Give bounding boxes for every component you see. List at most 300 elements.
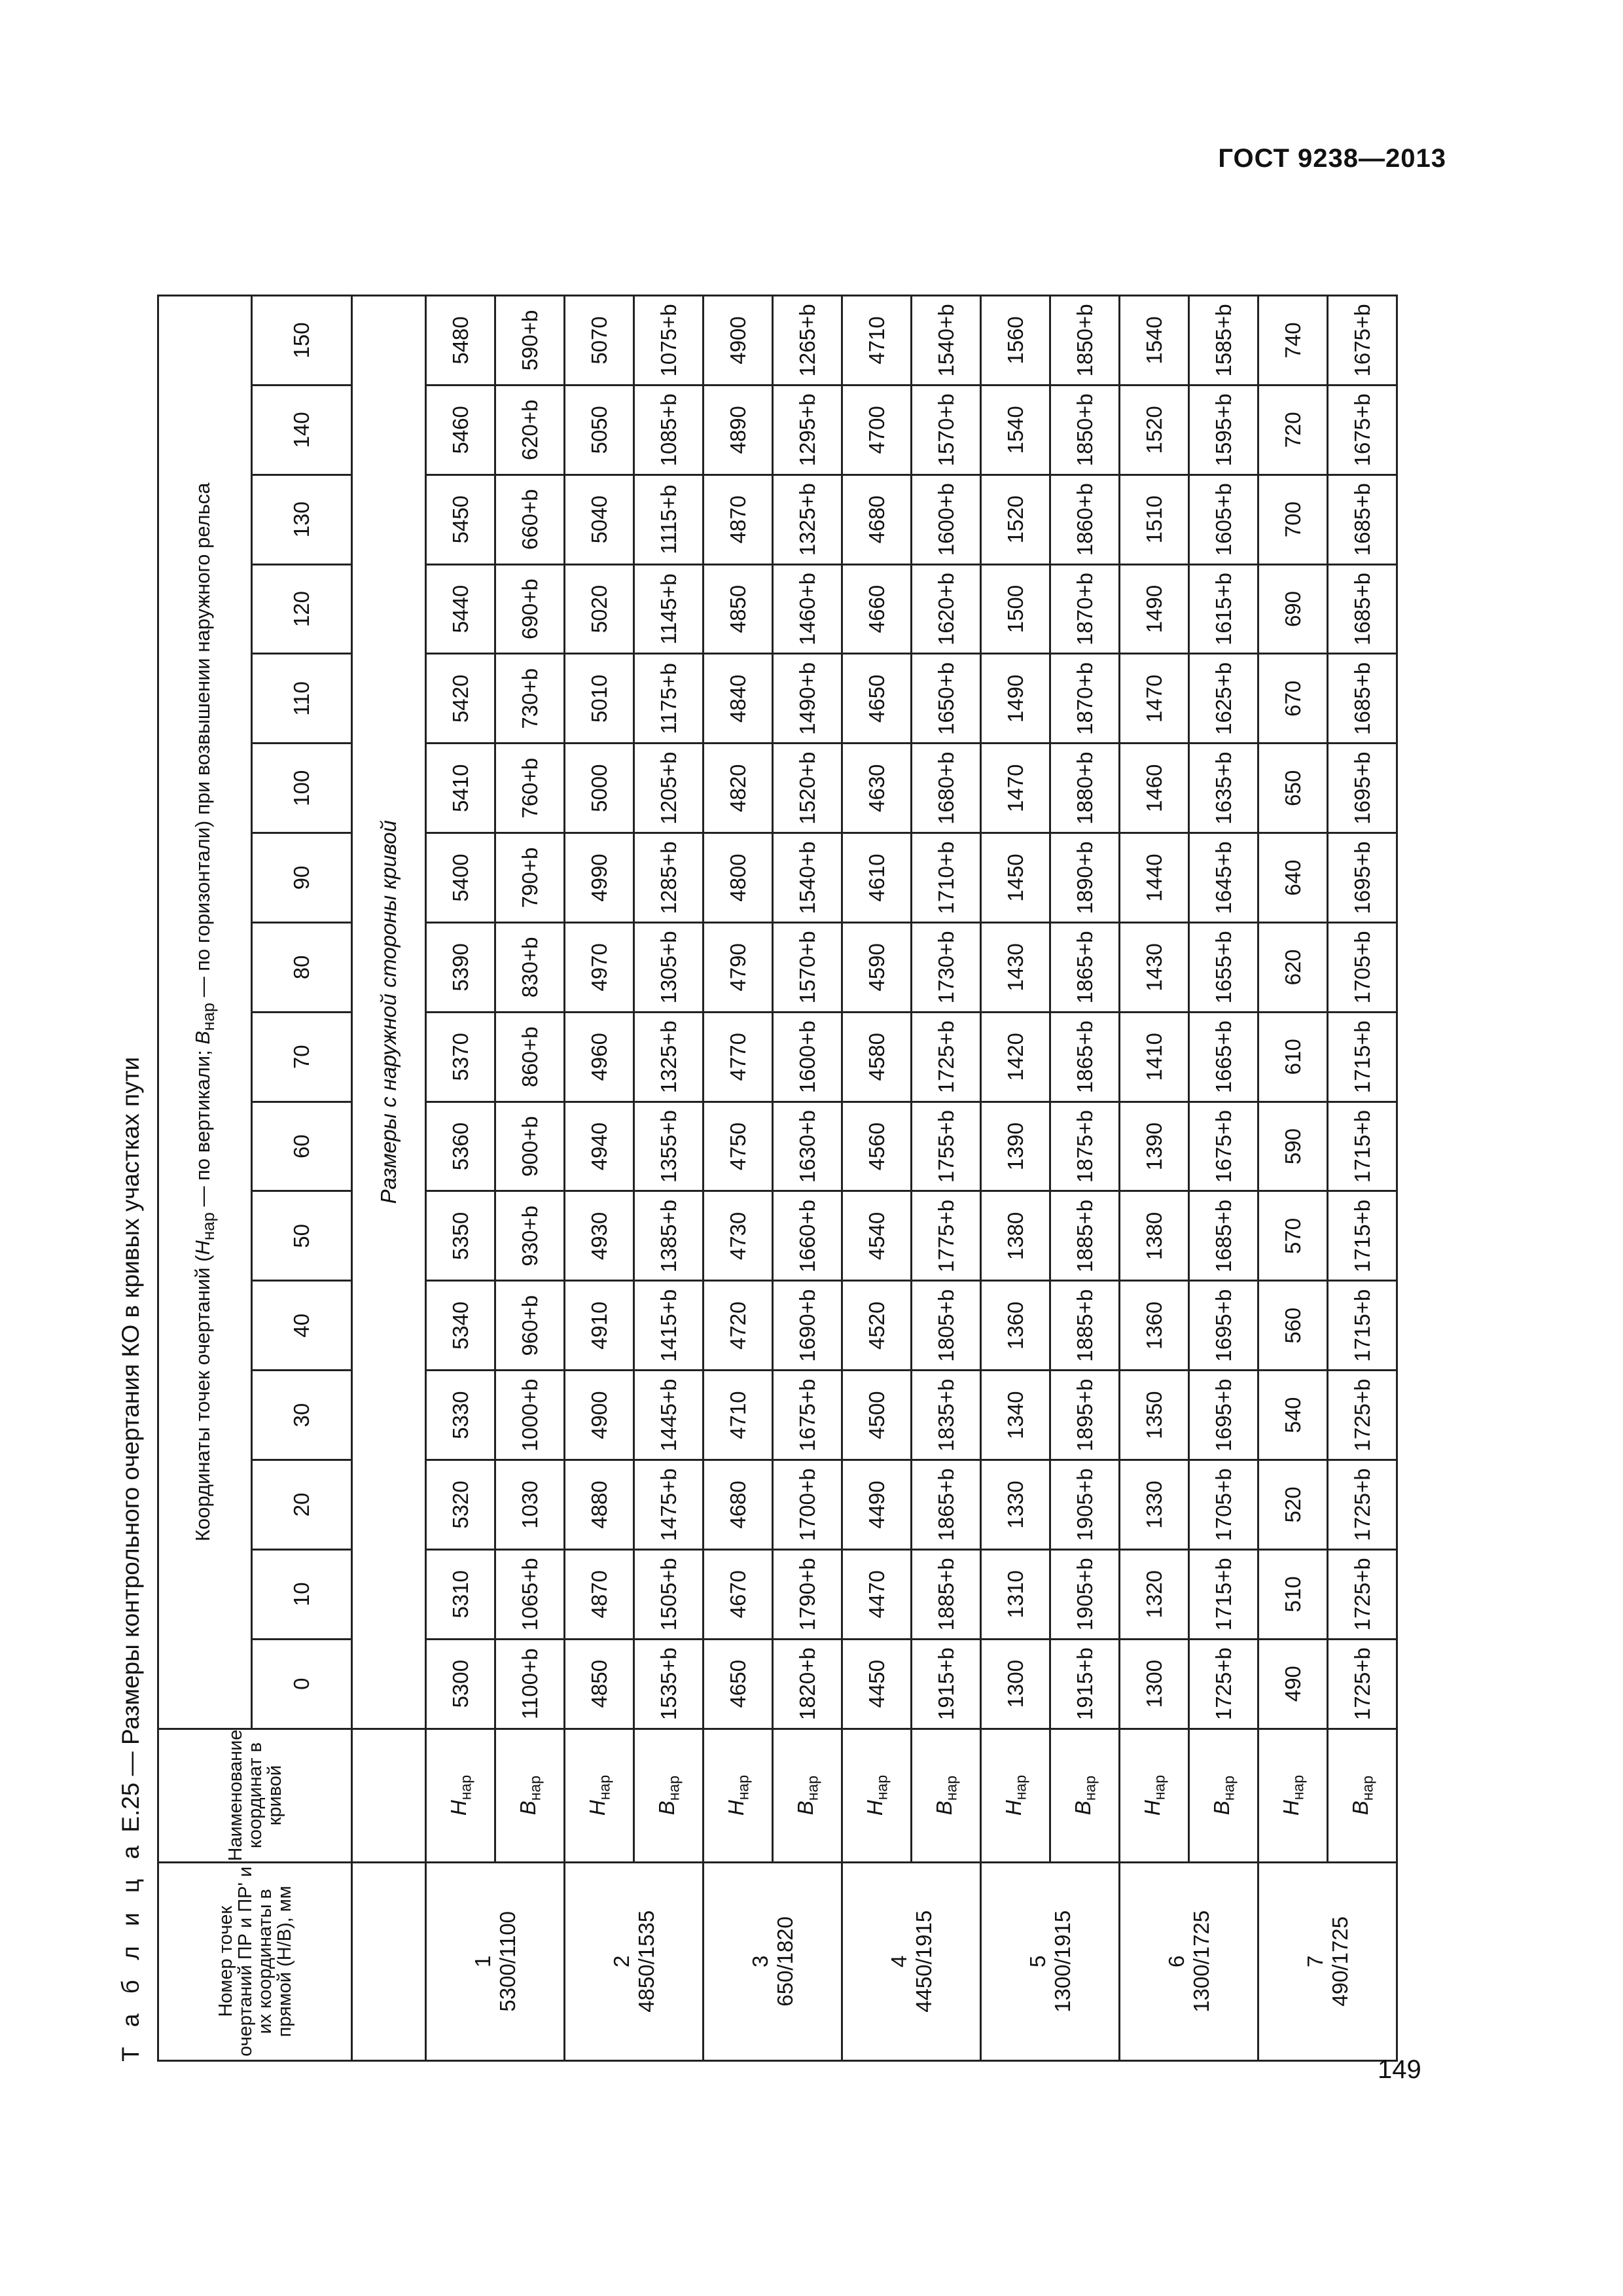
table-cell: 790+b: [495, 833, 565, 923]
table-row: [704, 296, 773, 2061]
table-cell: 1725+b: [1189, 1639, 1258, 1729]
table-cell: 1730+b: [912, 922, 981, 1012]
table-row: [1258, 296, 1328, 2061]
coord-subscript: нар: [942, 1775, 960, 1801]
table-cell: 1430: [981, 922, 1050, 1012]
table-cell: 5000: [565, 744, 634, 833]
table-cell: 4650: [704, 1639, 773, 1729]
table-cell: 4520: [842, 1281, 912, 1371]
table-cell: 1510: [1120, 475, 1189, 564]
table-cell: 1085+b: [634, 385, 704, 475]
table-cell: 1100+b: [495, 1639, 565, 1729]
elevation-header-cell: 100: [252, 744, 352, 833]
coord-subscript: нар: [1359, 1775, 1376, 1801]
table-cell: 1475+b: [634, 1460, 704, 1550]
table-cell: 4840: [704, 654, 773, 744]
coord-subscript: нар: [1150, 1775, 1168, 1801]
coord-subscript: нар: [665, 1775, 683, 1801]
table-cell: 1625+b: [1189, 654, 1258, 744]
table-cell: 540: [1258, 1371, 1328, 1460]
table-cell: 640: [1258, 833, 1328, 923]
table-cell: 1360: [1120, 1281, 1189, 1371]
table-cell: 4770: [704, 1012, 773, 1102]
table-cell: 5420: [426, 654, 495, 744]
table-cell: 5050: [565, 385, 634, 475]
table-cell: 1490: [1120, 564, 1189, 654]
table-row: [1050, 296, 1120, 2061]
table-cell: 1595+b: [1189, 385, 1258, 475]
table-cell: 1715+b: [1189, 1549, 1258, 1639]
coordinate-name-header: Наименование координат в кривой: [158, 1729, 352, 1862]
table-cell: 1905+b: [1050, 1549, 1120, 1639]
table-cell: 4610: [842, 833, 912, 923]
table-cell: 960+b: [495, 1281, 565, 1371]
table-cell: 860+b: [495, 1012, 565, 1102]
table-cell: 1675+b: [1189, 1102, 1258, 1191]
table-row: [773, 296, 842, 2061]
table-cell: 1725+b: [1328, 1460, 1397, 1550]
table-cell: 4890: [704, 385, 773, 475]
table-cell: 4930: [565, 1191, 634, 1281]
table-cell: 1470: [981, 744, 1050, 833]
table-cell: 1385+b: [634, 1191, 704, 1281]
point-coordinates: 490/1725: [1327, 1916, 1352, 2007]
table-cell: 4710: [842, 296, 912, 386]
table-cell: 1725+b: [1328, 1371, 1397, 1460]
table-cell: 1500: [981, 564, 1050, 654]
coord-name-h: [981, 1729, 1050, 1862]
table-cell: 5360: [426, 1102, 495, 1191]
coords-header-b-sub: нар: [200, 1003, 219, 1031]
table-cell: 1675+b: [1328, 385, 1397, 475]
table-cell: 1470: [1120, 654, 1189, 744]
table-cell: 4500: [842, 1371, 912, 1460]
coord-name-b: [1328, 1729, 1397, 1862]
table-cell: 4800: [704, 833, 773, 923]
table-cell: 4880: [565, 1460, 634, 1550]
table-cell: 1655+b: [1189, 922, 1258, 1012]
caption-prefix: Т а б л и ц а: [117, 1839, 144, 2062]
table-cell: 900+b: [495, 1102, 565, 1191]
table-cell: 4540: [842, 1191, 912, 1281]
table-cell: 4700: [842, 385, 912, 475]
coord-subscript: нар: [1289, 1775, 1307, 1801]
table-cell: 4820: [704, 744, 773, 833]
table-cell: 1915+b: [912, 1639, 981, 1729]
table-cell: 5020: [565, 564, 634, 654]
table-cell: 4560: [842, 1102, 912, 1191]
point-coordinates: 4850/1535: [633, 1910, 658, 2013]
table-cell: 730+b: [495, 654, 565, 744]
table-cell: 4970: [565, 922, 634, 1012]
table-cell: 4990: [565, 833, 634, 923]
coord-subscript: нар: [526, 1775, 544, 1801]
table-cell: 610: [1258, 1012, 1328, 1102]
coord-letter: B: [931, 1801, 956, 1816]
point-coordinates: 1300/1915: [1050, 1910, 1075, 2013]
table-cell: 4900: [704, 296, 773, 386]
table-cell: 1775+b: [912, 1191, 981, 1281]
table-cell: 4710: [704, 1371, 773, 1460]
table-row: [981, 296, 1050, 2061]
coord-name-h: [426, 1729, 495, 1862]
coord-letter: H: [446, 1800, 471, 1816]
table-cell: 5390: [426, 922, 495, 1012]
point-number: 7: [1302, 1955, 1327, 1967]
table-cell: 1440: [1120, 833, 1189, 923]
table-cell: 1695+b: [1189, 1371, 1258, 1460]
point-cell: [842, 1862, 981, 2060]
table-cell: 4680: [842, 475, 912, 564]
table-cell: 1895+b: [1050, 1371, 1120, 1460]
table-cell: 930+b: [495, 1191, 565, 1281]
coord-letter: B: [1209, 1801, 1234, 1816]
point-number: 3: [747, 1955, 772, 1967]
point-number: 5: [1025, 1955, 1050, 1967]
table-cell: 1295+b: [773, 385, 842, 475]
table-cell: 1430: [1120, 922, 1189, 1012]
table-cell: 4940: [565, 1102, 634, 1191]
table-cell: 1600+b: [912, 475, 981, 564]
coord-letter: H: [1139, 1800, 1164, 1816]
point-cell: [565, 1862, 704, 2060]
elevation-header-cell: 0: [252, 1639, 352, 1729]
table-cell: 1420: [981, 1012, 1050, 1102]
table-body: [158, 296, 1397, 2061]
elevation-header-cell: 80: [252, 922, 352, 1012]
coord-letter: H: [1278, 1800, 1303, 1816]
document-code: ГОСТ 9238—2013: [1218, 144, 1446, 173]
table-cell: 1415+b: [634, 1281, 704, 1371]
table-cell: 1075+b: [634, 296, 704, 386]
table-cell: 1755+b: [912, 1102, 981, 1191]
coord-letter: B: [1347, 1801, 1372, 1816]
table-cell: 1820+b: [773, 1639, 842, 1729]
elevation-header-cell: 40: [252, 1281, 352, 1371]
table-cell: 1340: [981, 1371, 1050, 1460]
table-cell: 4630: [842, 744, 912, 833]
coord-letter: H: [1001, 1800, 1026, 1816]
coord-name-b: [634, 1729, 704, 1862]
section-title: Размеры с наружной стороны кривой: [352, 296, 426, 1729]
table-cell: 5340: [426, 1281, 495, 1371]
table-cell: 1460: [1120, 744, 1189, 833]
table-cell: 1705+b: [1328, 922, 1397, 1012]
table-row: [565, 296, 634, 2061]
elevation-header-cell: 140: [252, 385, 352, 475]
table-cell: 4870: [565, 1549, 634, 1639]
table-cell: 1115+b: [634, 475, 704, 564]
table-cell: 1695+b: [1328, 744, 1397, 833]
table-cell: 1330: [1120, 1460, 1189, 1550]
table-cell: 1700+b: [773, 1460, 842, 1550]
table-cell: 4670: [704, 1549, 773, 1639]
elevation-header-cell: 70: [252, 1012, 352, 1102]
table-cell: 5450: [426, 475, 495, 564]
coord-letter: B: [654, 1801, 679, 1816]
table-cell: 1540+b: [773, 833, 842, 923]
table-cell: 760+b: [495, 744, 565, 833]
table-cell: 5320: [426, 1460, 495, 1550]
point-cell: [1120, 1862, 1258, 2060]
coord-subscript: нар: [804, 1775, 821, 1801]
table-cell: 1310: [981, 1549, 1050, 1639]
table-cell: 1325+b: [634, 1012, 704, 1102]
table-cell: 1870+b: [1050, 654, 1120, 744]
table-cell: 5370: [426, 1012, 495, 1102]
table-cell: 1445+b: [634, 1371, 704, 1460]
table-cell: 590+b: [495, 296, 565, 386]
table-cell: 4650: [842, 654, 912, 744]
table-cell: 1520+b: [773, 744, 842, 833]
table-cell: 1695+b: [1189, 1281, 1258, 1371]
table-cell: 1265+b: [773, 296, 842, 386]
table-cell: 5040: [565, 475, 634, 564]
table-cell: 1865+b: [912, 1460, 981, 1550]
table-cell: 670: [1258, 654, 1328, 744]
table-cell: 5070: [565, 296, 634, 386]
table-cell: 620: [1258, 922, 1328, 1012]
rotated-table-area: [111, 295, 1420, 2062]
table-cell: 5350: [426, 1191, 495, 1281]
table-cell: 1380: [1120, 1191, 1189, 1281]
table-cell: 570: [1258, 1191, 1328, 1281]
table-cell: 830+b: [495, 922, 565, 1012]
table-cell: 1390: [1120, 1102, 1189, 1191]
point-cell: [704, 1862, 842, 2060]
coords-header-h: H: [190, 1240, 214, 1255]
table-cell: 1685+b: [1189, 1191, 1258, 1281]
table-cell: 4790: [704, 922, 773, 1012]
coord-letter: H: [723, 1800, 748, 1816]
table-cell: 4590: [842, 922, 912, 1012]
table-cell: 5300: [426, 1639, 495, 1729]
table-cell: 1350: [1120, 1371, 1189, 1460]
section-empty-cell: [352, 1862, 426, 2060]
table-cell: 1540+b: [912, 296, 981, 386]
header-row-1: [158, 296, 252, 2061]
table-cell: 1325+b: [773, 475, 842, 564]
coord-subscript: нар: [1220, 1775, 1238, 1801]
table-cell: 1330: [981, 1460, 1050, 1550]
section-empty-cell: [352, 1729, 426, 1862]
table-cell: 1605+b: [1189, 475, 1258, 564]
table-cell: 1885+b: [1050, 1281, 1120, 1371]
table-cell: 1300: [1120, 1639, 1189, 1729]
table-cell: 4910: [565, 1281, 634, 1371]
coords-header-middle: — по вертикали;: [190, 1044, 214, 1213]
table-cell: 1695+b: [1328, 833, 1397, 923]
elevation-header-cell: 150: [252, 296, 352, 386]
point-number-header: Номер точек очертаний ПР и ПР' и их координаты в прямой (Н/В), мм: [158, 1862, 352, 2060]
table-cell: 1870+b: [1050, 564, 1120, 654]
table-cell: 1890+b: [1050, 833, 1120, 923]
table-cell: 1570+b: [773, 922, 842, 1012]
coord-subscript: нар: [1081, 1775, 1099, 1801]
table-cell: 510: [1258, 1549, 1328, 1639]
table-cell: 5400: [426, 833, 495, 923]
table-cell: 5310: [426, 1549, 495, 1639]
coord-name-b: [1050, 1729, 1120, 1862]
point-number: 2: [609, 1955, 633, 1967]
table-cell: 1635+b: [1189, 744, 1258, 833]
table-cell: 1540: [1120, 296, 1189, 386]
table-cell: 5410: [426, 744, 495, 833]
dimensions-table: [157, 295, 1398, 2062]
table-cell: 4490: [842, 1460, 912, 1550]
elevation-header-cell: 20: [252, 1460, 352, 1550]
table-row: [1328, 296, 1397, 2061]
table-cell: 1570+b: [912, 385, 981, 475]
elevation-header-cell: 120: [252, 564, 352, 654]
table-cell: 1880+b: [1050, 744, 1120, 833]
coord-subscript: нар: [1012, 1775, 1029, 1801]
point-coordinates: 650/1820: [772, 1916, 797, 2007]
point-number: 1: [470, 1955, 495, 1967]
table-cell: 560: [1258, 1281, 1328, 1371]
table-cell: 4850: [565, 1639, 634, 1729]
table-cell: 1305+b: [634, 922, 704, 1012]
section-row: [352, 296, 426, 2061]
table-cell: 4470: [842, 1549, 912, 1639]
point-coordinates: 1300/1725: [1188, 1910, 1213, 2013]
coord-subscript: нар: [873, 1775, 891, 1801]
table-cell: 1175+b: [634, 654, 704, 744]
elevation-header-cell: 10: [252, 1549, 352, 1639]
table-cell: 1205+b: [634, 744, 704, 833]
table-cell: 1585+b: [1189, 296, 1258, 386]
table-row: [912, 296, 981, 2061]
table-cell: 620+b: [495, 385, 565, 475]
coord-subscript: нар: [596, 1775, 613, 1801]
coords-header-h-sub: нар: [200, 1212, 219, 1241]
table-cell: 1875+b: [1050, 1102, 1120, 1191]
table-cell: 690: [1258, 564, 1328, 654]
table-cell: 1860+b: [1050, 475, 1120, 564]
table-cell: 1520: [1120, 385, 1189, 475]
coords-header-b: B: [190, 1031, 214, 1045]
table-cell: 1865+b: [1050, 922, 1120, 1012]
point-number: 4: [886, 1955, 911, 1967]
table-cell: 1355+b: [634, 1102, 704, 1191]
coord-subscript: нар: [734, 1775, 752, 1801]
table-cell: 1460+b: [773, 564, 842, 654]
table-cell: 4960: [565, 1012, 634, 1102]
table-cell: 660+b: [495, 475, 565, 564]
table-cell: 1000+b: [495, 1371, 565, 1460]
table-cell: 4900: [565, 1371, 634, 1460]
table-cell: 1905+b: [1050, 1460, 1120, 1550]
table-cell: 1300: [981, 1639, 1050, 1729]
table-cell: 1790+b: [773, 1549, 842, 1639]
table-cell: 740: [1258, 296, 1328, 386]
table-cell: 1725+b: [1328, 1549, 1397, 1639]
coord-name-h: [842, 1729, 912, 1862]
table-cell: 1805+b: [912, 1281, 981, 1371]
table-row: [634, 296, 704, 2061]
table-cell: 700: [1258, 475, 1328, 564]
elevation-header-cell: 30: [252, 1371, 352, 1460]
coord-name-b: [1189, 1729, 1258, 1862]
table-cell: 1685+b: [1328, 475, 1397, 564]
table-cell: 1885+b: [912, 1549, 981, 1639]
table-cell: 1725+b: [1328, 1639, 1397, 1729]
coord-letter: H: [584, 1800, 609, 1816]
coords-header-after: — по горизонтали) при возвышении наружного рельса: [190, 482, 214, 1003]
table-cell: 4720: [704, 1281, 773, 1371]
table-cell: 1715+b: [1328, 1012, 1397, 1102]
table-cell: 720: [1258, 385, 1328, 475]
coord-name-h: [704, 1729, 773, 1862]
table-cell: 1715+b: [1328, 1281, 1397, 1371]
table-cell: 1620+b: [912, 564, 981, 654]
table-cell: 1450: [981, 833, 1050, 923]
table-cell: 1410: [1120, 1012, 1189, 1102]
table-cell: 1675+b: [1328, 296, 1397, 386]
table-cell: 1665+b: [1189, 1012, 1258, 1102]
table-cell: 1660+b: [773, 1191, 842, 1281]
table-cell: 1505+b: [634, 1549, 704, 1639]
table-cell: 1320: [1120, 1549, 1189, 1639]
table-cell: 1065+b: [495, 1549, 565, 1639]
table-cell: 5480: [426, 296, 495, 386]
table-cell: 1535+b: [634, 1639, 704, 1729]
coord-name-b: [912, 1729, 981, 1862]
point-cell: [981, 1862, 1120, 2060]
table-cell: 520: [1258, 1460, 1328, 1550]
table-cell: 1685+b: [1328, 654, 1397, 744]
coord-letter: B: [1070, 1801, 1095, 1816]
table-cell: 1645+b: [1189, 833, 1258, 923]
table-cell: 5440: [426, 564, 495, 654]
table-cell: 4750: [704, 1102, 773, 1191]
table-cell: 5330: [426, 1371, 495, 1460]
table-cell: 1490+b: [773, 654, 842, 744]
elevation-header-cell: 130: [252, 475, 352, 564]
table-cell: 1390: [981, 1102, 1050, 1191]
table-cell: 1685+b: [1328, 564, 1397, 654]
coord-name-h: [1258, 1729, 1328, 1862]
point-cell: [426, 1862, 565, 2060]
table-cell: 4680: [704, 1460, 773, 1550]
table-cell: 1650+b: [912, 654, 981, 744]
table-cell: 4870: [704, 475, 773, 564]
table-cell: 5010: [565, 654, 634, 744]
coords-header-before: Координаты точек очертаний (: [190, 1255, 214, 1542]
point-coordinates: 4450/1915: [911, 1910, 936, 2013]
table-cell: 490: [1258, 1639, 1328, 1729]
table-cell: 1915+b: [1050, 1639, 1120, 1729]
elevation-header-cell: 90: [252, 833, 352, 923]
table-cell: 1680+b: [912, 744, 981, 833]
table-cell: 1715+b: [1328, 1191, 1397, 1281]
table-row: [495, 296, 565, 2061]
table-cell: 1490: [981, 654, 1050, 744]
coord-letter: B: [515, 1801, 540, 1816]
table-caption: [111, 295, 157, 2062]
coord-name-b: [495, 1729, 565, 1862]
table-cell: 650: [1258, 744, 1328, 833]
coord-name-h: [565, 1729, 634, 1862]
table-row: [426, 296, 495, 2061]
coord-name-b: [773, 1729, 842, 1862]
table-cell: 1715+b: [1328, 1102, 1397, 1191]
table-cell: 1540: [981, 385, 1050, 475]
caption-text: E.25 — Размеры контрольного очертания КО в кривых участках пути: [117, 1056, 144, 1833]
point-number: 6: [1164, 1955, 1188, 1967]
table-cell: 1030: [495, 1460, 565, 1550]
table-cell: 1710+b: [912, 833, 981, 923]
